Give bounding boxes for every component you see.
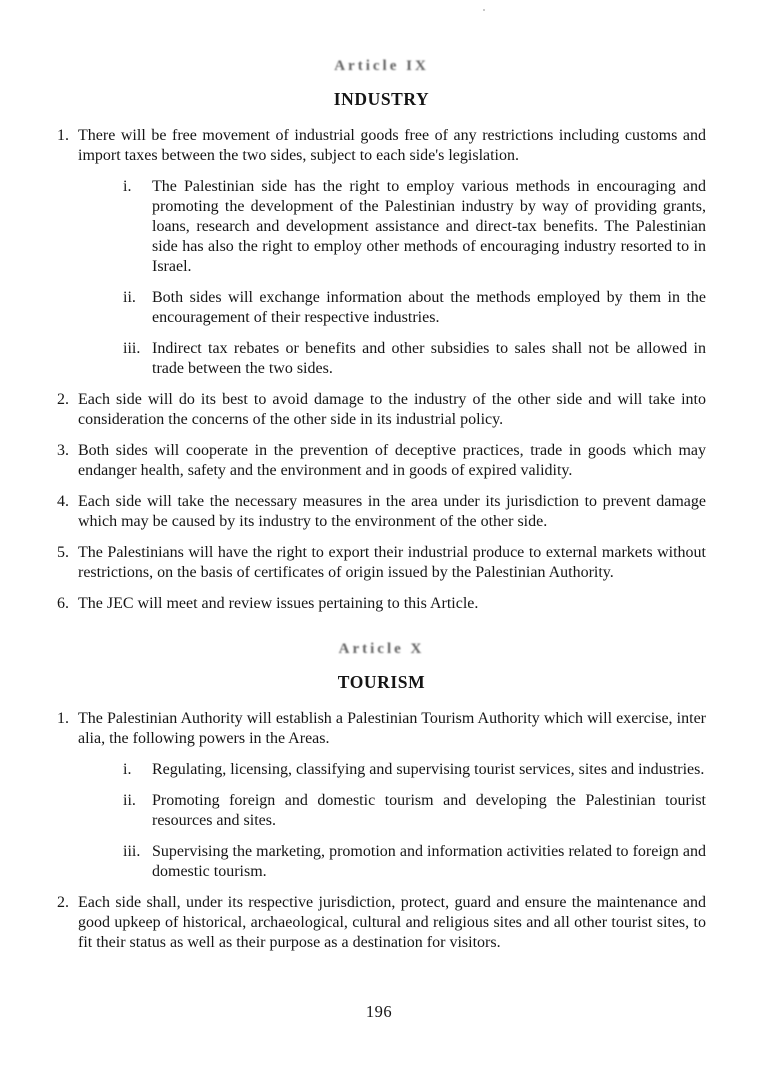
numbered-item <box>57 543 706 583</box>
item-text: Each side will do its best to avoid damage to the industry of the other side and will take into consideration the concerns of the other side in its industrial policy. <box>78 391 706 428</box>
article-label: Article X <box>338 641 425 657</box>
scan-artifact <box>483 9 485 11</box>
sub-item-roman-numeral: ii. <box>123 792 136 809</box>
item-number: 5. <box>57 544 69 561</box>
sub-item-roman-numeral: i. <box>123 178 132 195</box>
document-section-1 <box>57 56 706 614</box>
sub-item-roman-numeral: iii. <box>123 843 141 860</box>
item-number: 1. <box>57 710 69 727</box>
item-number: 4. <box>57 493 69 510</box>
sub-item <box>115 339 706 379</box>
numbered-item <box>57 441 706 481</box>
item-number: 1. <box>57 127 69 144</box>
item-text: Both sides will cooperate in the prevention of deceptive practices, trade in goods which may endanger health, safety and the environment and in goods of expired validity. <box>78 442 706 479</box>
item-text: There will be free movement of industrial goods free of any restrictions including customs and import taxes between the two sides, subject to each side's legislation. <box>78 127 706 164</box>
numbered-item <box>57 390 706 430</box>
section-title: INDUSTRY <box>333 89 430 109</box>
document-body <box>57 56 706 953</box>
section-title: TOURISM <box>337 672 426 692</box>
item-text: The JEC will meet and review issues pertaining to this Article. <box>78 595 479 612</box>
item-text: The Palestinian Authority will establish a Palestinian Tourism Authority which will exercise, inter alia, the following powers in the Areas. <box>78 710 706 747</box>
sub-item-list <box>78 177 706 379</box>
item-text: The Palestinians will have the right to export their industrial produce to external markets without restrictions, on the basis of certificates of origin issued by the Palestinian Authority. <box>78 544 706 581</box>
page-number: 196 <box>365 1002 393 1021</box>
sub-item-roman-numeral: iii. <box>123 340 141 357</box>
sub-item <box>115 288 706 328</box>
sub-item-text: Promoting foreign and domestic tourism and developing the Palestinian tourist resources and sites. <box>152 792 706 829</box>
item-number: 6. <box>57 595 69 612</box>
item-text: Each side shall, under its respective jurisdiction, protect, guard and ensure the maintenance and good upkeep of historical, archaeological, cultural and religious sites and all other tourist sites, to fit their status as well as their purpose as a destination for visitors. <box>78 894 706 951</box>
item-number: 2. <box>57 391 69 408</box>
numbered-item <box>57 492 706 532</box>
document-section-2 <box>57 639 706 953</box>
sub-item <box>115 177 706 277</box>
article-label: Article IX <box>334 58 429 74</box>
sub-item-roman-numeral: i. <box>123 761 132 778</box>
sub-item-roman-numeral: ii. <box>123 289 136 306</box>
item-number: 3. <box>57 442 69 459</box>
item-number: 2. <box>57 894 69 911</box>
numbered-item <box>57 893 706 953</box>
sub-item-text: Regulating, licensing, classifying and supervising tourist services, sites and industries. <box>152 761 705 778</box>
sub-item-list <box>78 760 706 882</box>
sub-item <box>115 842 706 882</box>
sub-item-text: The Palestinian side has the right to employ various methods in encouraging and promoting the development of the Palestinian industry by way of providing grants, loans, research and development assistance and direct-tax benefits. The Palestinian side has also the right to employ other methods of encouraging industry resorted to in Israel. <box>152 178 706 275</box>
sub-item <box>115 791 706 831</box>
sub-item-text: Indirect tax rebates or benefits and other subsidies to sales shall not be allowed in trade between the two sides. <box>152 340 706 377</box>
numbered-item <box>57 709 706 882</box>
numbered-item <box>57 594 706 614</box>
numbered-item <box>57 126 706 379</box>
sub-item-text: Both sides will exchange information about the methods employed by them in the encouragement of their respective industries. <box>152 289 706 326</box>
sub-item <box>115 760 706 780</box>
item-text: Each side will take the necessary measures in the area under its jurisdiction to prevent damage which may be caused by its industry to the environment of the other side. <box>78 493 706 530</box>
sub-item-text: Supervising the marketing, promotion and information activities related to foreign and domestic tourism. <box>152 843 706 880</box>
